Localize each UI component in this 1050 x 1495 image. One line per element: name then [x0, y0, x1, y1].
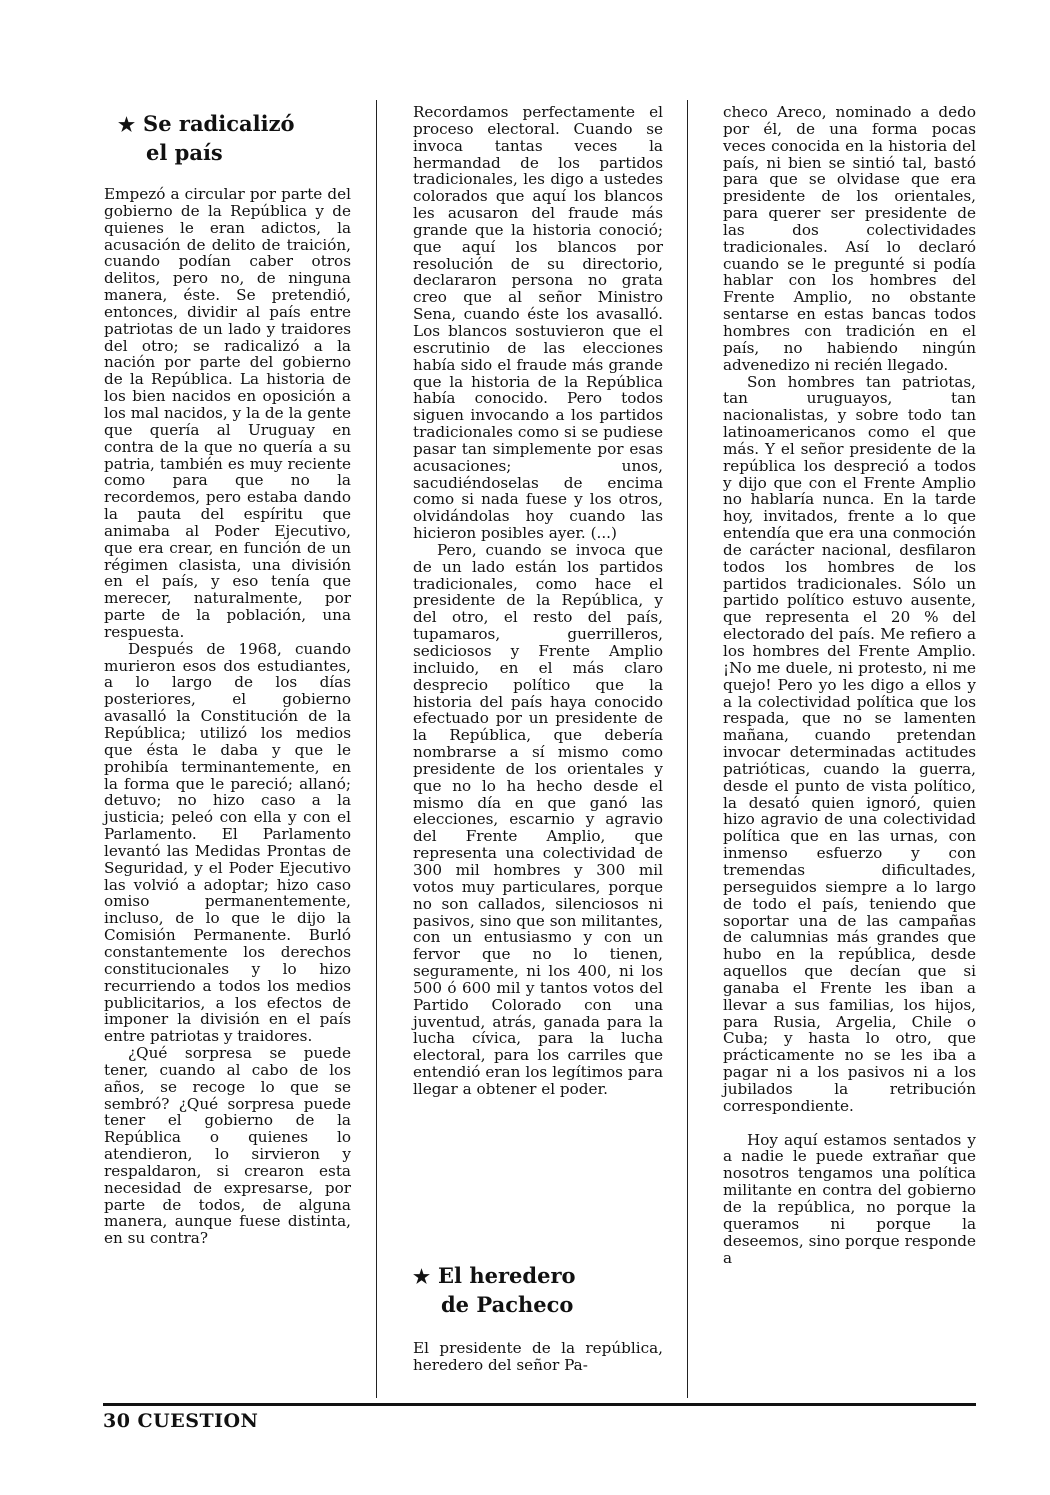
page-footer: 30 CUESTION — [103, 1410, 259, 1432]
paragraph: checo Areco, nominado a dedo por él, de una forma pocas veces conocida en la historia del país, ni bien se sintió tal, bastó para que se olvidase que era presidente de los orientales, para querer ser presidente de las dos colectividades tradicionales. Así lo declaró cuando se le pregunté si podía hablar con los hombres del Frente Amplio, no obstante sentarse en estas bancas todos hombres con tradición en el país, no habiendo ningún advenedizo ni recién llegado. — [723, 103, 976, 374]
paragraph: El presidente de la república, heredero del señor Pa- — [413, 1339, 663, 1374]
section-heading-line1: Se radicalizó — [143, 111, 295, 136]
paragraph: Son hombres tan patriotas, tan uruguayos, tan nacionalistas, y sobre todo tan latinoamericanos como el que más. Y el señor presidente de la república los despreció a todos y dijo que con el Frente Amplio no hablaría nunca. En la tarde hoy, invitados, frente a lo que entendía que era una conmoción de carácter nacional, desfilaron todos los hombres de los partidos tradicionales. Sólo un partido político estuvo ausente, que representa el 20 % del electorado del país. Me refiero a los hombres del Frente Amplio. ¡No me duele, ni protesto, ni me quejo! Pero yo les digo a ellos y a la colectividad política que los respada, que no se lamenten mañana, cuando pretendan invocar determinadas actitudes patrióticas, cuando la guerra, desde el punto de vista político, la desató quien ignoró, quien hizo agravio de una colectividad política que en las urnas, con inmenso esfuerzo y con tremendas dificultades, perseguidos siempre a lo largo de todo el país, teniendo que soportar una de las campañas de calumnias más grandes que hubo en la república, desde aquellos que decían que si ganaba el Frente les iban a llevar a sus familias, los hijos, para Rusia, Argelia, Chile o Cuba; y hasta lo otro, que prácticamente no se les iba a pagar ni a los pasivos ni a los jubilados la retribución correspondiente. — [723, 372, 976, 1115]
column-1 — [104, 186, 351, 1247]
section-heading-el-heredero — [413, 1262, 653, 1319]
section-heading-line1: El heredero — [438, 1263, 576, 1288]
paragraph: Pero, cuando se invoca que de un lado están los partidos tradicionales, como hace el presidente de la República, y del otro, el resto del país, tupamaros, guerrilleros, sediciosos y Frente Amplio incluido, en el más claro desprecio político que la historia del país haya conocido efectuado por un presidente de la República, que debería nombrarse a sí mismo como presidente de los orientales y que no lo ha hecho desde el mismo día en que ganó las elecciones, escarnio y agravio del Frente Amplio, que representa una colectividad de 300 mil hombres y 300 mil votos muy particulares, porque no son callados, silenciosos ni pasivos, sino que son militantes, con un entusiasmo y con un fervor que no lo tienen, seguramente, ni los 400, ni los 500 ó 600 mil y tantos votos del Partido Colorado con una juventud, atrás, ganada para la lucha cívica, para la lucha electoral, para los carriles que entendió eran los legítimos para llegar a obtener el poder. — [413, 540, 663, 1098]
column-2 — [413, 104, 663, 1098]
section-heading-line2: el país — [146, 140, 223, 165]
paragraph: ¿Qué sorpresa se puede tener, cuando al cabo de los años, se recoge lo que se sembró? ¿Qué sorpresa puede tener el gobierno de la República o quienes lo atendieron, lo sirvieron y respaldaron, si crearon esta necesidad de expresarse, por parte de todos, de alguna manera, aunque fuese distinta, en su contra? — [104, 1044, 351, 1248]
paragraph: Hoy aquí estamos sentados y a nadie le puede extrañar que nosotros tengamos una política militante en contra del gobierno de la república, no porque la queramos ni porque la deseemos, sino porque responde a — [723, 1130, 976, 1267]
paragraph: Recordamos perfectamente el proceso electoral. Cuando se invoca tantas veces la hermandad de los partidos tradicionales, les digo a ustedes colorados que aquí los blancos les acusaron del fraude más grande que la historia conoció; que aquí los blancos por resolución de su directorio, declararon persona no grata creo que al señor Ministro Sena, cuando éste los avasalló. Los blancos sostuvieron que el escrutinio de las elecciones había sido el fraude más grande que la historia de la República había conocido. Pero todos siguen invocando a los partidos tradicionales como si se pudiese pasar tan simplemente por esas acusaciones; unos, sacudiéndoselas de encima como si nada fuese y los otros, olvidándolas hoy cuando las hicieron posibles ayer. (...) — [413, 103, 663, 543]
star-icon: ★ — [413, 1266, 431, 1288]
column-2-continued — [413, 1340, 663, 1374]
section-heading-line2: de Pacheco — [441, 1292, 574, 1317]
footer-rule — [103, 1403, 976, 1406]
paragraph: Empezó a circular por parte del gobierno de la República y de quienes le eran adictos, la acusación de delito de traición, cuando podían caber otros delitos, pero no, de ninguna manera, éste. Se pretendió, entonces, dividir al país entre patriotas de un lado y traidores del otro; se radicalizó a la nación por parte del gobierno de la República. La historia de los bien nacidos en oposición a los mal nacidos, y la de la gente que quería al Uruguay en contra de la que no quería a su patria, también es muy reciente como para que no la recordemos, pero estaba dando la pauta del espíritu que animaba al Poder Ejecutivo, que era crear, en función de un régimen clasista, una división en el país, y eso tenía que merecer, naturalmente, por parte de la población, una respuesta. — [104, 185, 351, 641]
star-icon: ★ — [118, 114, 136, 136]
column-divider — [376, 100, 377, 1398]
column-3 — [723, 104, 976, 1266]
paragraph: Después de 1968, cuando murieron esos dos estudiantes, a lo largo de los días posteriores, el gobierno avasalló la Constitución de la República; utilizó los medios que ésta le daba y que le prohibía terminantemente, en la forma que le pareció; allanó; detuvo; no hizo caso a la justicia; peleó con ella y con el Parlamento. El Parlamento levantó las Medidas Prontas de Seguridad, y el Poder Ejecutivo las volvió a adoptar; hizo caso omiso permanentemente, incluso, de lo que le dijo la Comisión Permanente. Burló constantemente los derechos constitucionales y lo hizo recurriendo a todos los medios publicitarios, a los efectos de imponer la división en el país entre patriotas y traidores. — [104, 639, 351, 1046]
section-heading-se-radicalizo — [118, 110, 338, 167]
column-divider — [687, 100, 688, 1398]
